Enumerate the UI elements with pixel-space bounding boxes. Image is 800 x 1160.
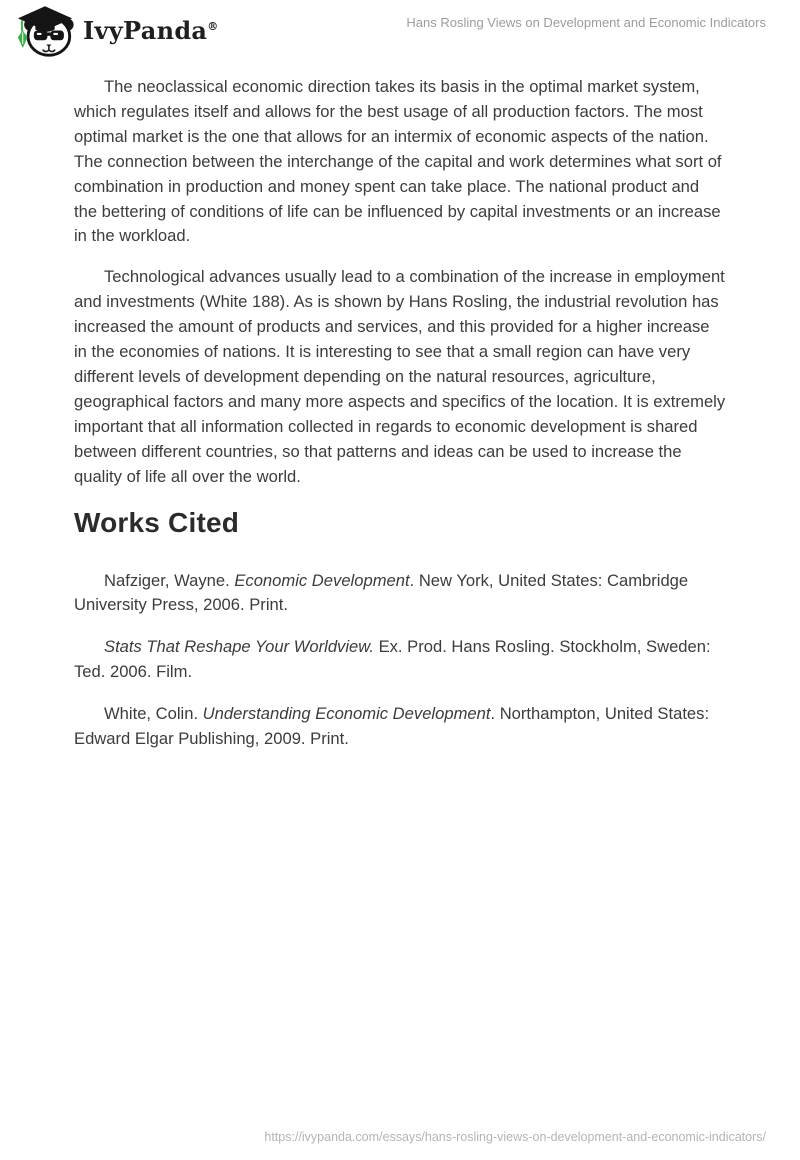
- citation-title: Economic Development: [234, 570, 410, 590]
- essay-paragraph: The neoclassical economic direction takes its basis in the optimal market system, which regulates itself and allows for the best usage of all production factors. The most optimal market is the one that allows for an intermix of economic aspects of the nation. The connection between the interchange of the capital and work determines what sort of combination in production and money spent can take place. The national product and the bettering of conditions of life can be influenced by capital investments or an increase in the workload.: [74, 77, 722, 246]
- works-cited-list: [74, 569, 726, 752]
- brand-name: [83, 16, 219, 45]
- citation-suffix: . Northampton, United States: Edward Elgar Publishing, 2009. Print.: [74, 704, 710, 749]
- citation-prefix: Nafziger, Wayne.: [104, 570, 235, 590]
- citation-title: Understanding Economic Development: [202, 704, 491, 724]
- citation-suffix: Ex. Prod. Hans Rosling. Stockholm, Sweden: Ted. 2006. Film.: [74, 637, 711, 682]
- brand: [14, 4, 219, 57]
- citation-prefix: White, Colin.: [104, 704, 203, 724]
- citation-suffix: . New York, United States: Cambridge University Press, 2006. Print.: [74, 570, 689, 615]
- page-header: [14, 4, 766, 57]
- essay-body: [74, 75, 726, 769]
- citation-entry: [74, 635, 726, 685]
- ivypanda-panda-logo-icon: [14, 4, 76, 57]
- essay-text: [74, 75, 726, 490]
- brand-name-text: IvyPanda: [83, 16, 208, 45]
- citation-entry: [74, 702, 726, 752]
- citation-title: Stats That Reshape Your Worldview.: [104, 637, 374, 657]
- essay-paragraph: Technological advances usually lead to a combination of the increase in employment and investments (White 188). As is shown by Hans Rosling, the industrial revolution has increased the amount of products and services, and this provided for a higher increase in the economies of nations. It is interesting to see that a small region can have very different levels of development depending on the natural resources, agriculture, geographical factors and many more aspects and specifics of the location. It is extremely important that all information collected in regards to economic development is shared between different countries, so that patterns and ideas can be used to increase the quality of life all over the world.: [74, 267, 726, 486]
- registered-trademark-symbol: ®: [207, 20, 219, 33]
- works-cited-heading: Works Cited: [74, 506, 240, 538]
- source-url: https://ivypanda.com/essays/hans-rosling-views-on-development-and-economic-indicators/: [264, 1130, 766, 1144]
- citation-entry: [74, 569, 726, 619]
- document-title: Hans Rosling Views on Development and Economic Indicators: [406, 15, 766, 30]
